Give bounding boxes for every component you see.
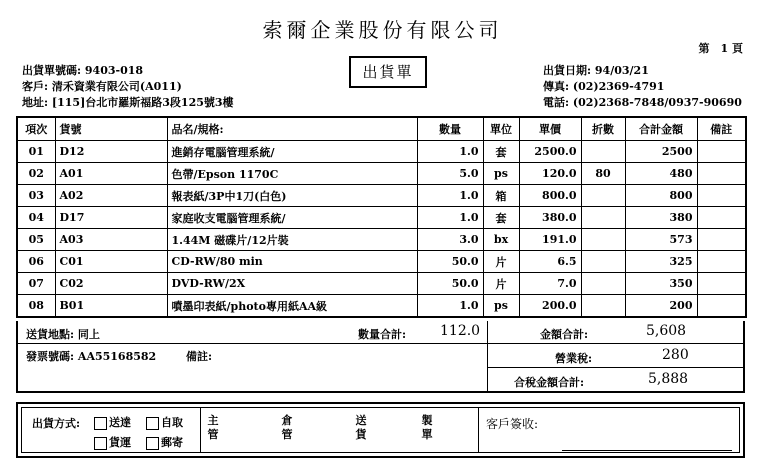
table-cell: 噴墨印表紙/photo專用紙AA級 — [167, 295, 417, 318]
table-cell: 08 — [17, 295, 55, 318]
tax-value: 280 — [662, 347, 689, 363]
sign-manager: 主管 — [207, 414, 219, 441]
table-cell: 325 — [625, 251, 697, 273]
ship-address: 送貨地點: 同上 — [26, 328, 100, 341]
table-cell: 家庭收支電腦管理系統/ — [167, 207, 417, 229]
table-cell — [581, 251, 625, 273]
table-cell: 色帶/Epson 1170C — [167, 163, 417, 185]
ship-date: 出貨日期: 94/03/21 — [543, 64, 649, 77]
table-cell — [697, 273, 746, 295]
table-cell: 191.0 — [519, 229, 581, 251]
phone: 電話: (02)2368-7848/0937-90690 — [543, 96, 742, 109]
table-cell — [697, 251, 746, 273]
table-cell: 1.0 — [417, 141, 483, 163]
table-cell: 01 — [17, 141, 55, 163]
amount-total-label: 金額合計: — [540, 328, 589, 341]
document-title: 出貨單 — [349, 56, 427, 88]
table-cell: DVD-RW/2X — [167, 273, 417, 295]
table-cell — [697, 207, 746, 229]
table-cell — [697, 163, 746, 185]
table-cell: D12 — [55, 141, 167, 163]
summary-area — [16, 321, 745, 393]
signature-area — [16, 402, 745, 458]
table-cell: CD-RW/80 min — [167, 251, 417, 273]
remark-label: 備註: — [186, 350, 213, 363]
table-row — [17, 207, 746, 229]
table-cell: C01 — [55, 251, 167, 273]
table-cell: 片 — [483, 273, 519, 295]
option-freight[interactable]: 貨運 — [94, 434, 131, 450]
sign-preparer: 製單 — [421, 414, 433, 441]
customer-sign-label: 客戶簽收: — [486, 417, 539, 431]
signature-line — [562, 450, 732, 451]
table-cell — [697, 229, 746, 251]
fax: 傳真: (02)2369-4791 — [543, 80, 665, 93]
items-table — [16, 116, 747, 318]
table-cell — [581, 141, 625, 163]
table-cell: 報表紙/3P中1刀(白色) — [167, 185, 417, 207]
table-cell: 1.0 — [417, 185, 483, 207]
table-cell: 片 — [483, 251, 519, 273]
customer: 客戶: 清禾資業有限公司(A011) — [22, 80, 182, 93]
table-cell: 02 — [17, 163, 55, 185]
table-cell: 200.0 — [519, 295, 581, 318]
table-cell: 120.0 — [519, 163, 581, 185]
table-cell: 7.0 — [519, 273, 581, 295]
col-header: 備註 — [697, 117, 746, 141]
table-cell: 套 — [483, 207, 519, 229]
table-row — [17, 163, 746, 185]
table-cell: 箱 — [483, 185, 519, 207]
table-header-row — [17, 117, 746, 141]
company-name: 索爾企業股份有限公司 — [262, 18, 503, 42]
table-cell: 380.0 — [519, 207, 581, 229]
table-cell: 1.0 — [417, 295, 483, 318]
table-row — [17, 295, 746, 318]
col-header: 單價 — [519, 117, 581, 141]
table-cell: A01 — [55, 163, 167, 185]
order-number: 出貨單號碼: 9403-018 — [22, 64, 144, 77]
table-cell — [697, 141, 746, 163]
checkbox-icon — [94, 437, 107, 450]
table-cell: 5.0 — [417, 163, 483, 185]
col-header: 貨號 — [55, 117, 167, 141]
table-cell — [581, 295, 625, 318]
table-cell — [697, 185, 746, 207]
table-cell: 06 — [17, 251, 55, 273]
grand-total-label: 合稅金額合計: — [514, 376, 585, 389]
col-header: 折數 — [581, 117, 625, 141]
option-deliver[interactable]: 送達 — [94, 414, 131, 430]
qty-total-label: 數量合計: — [358, 328, 407, 341]
col-header: 合計金額 — [625, 117, 697, 141]
table-cell — [581, 207, 625, 229]
table-cell: 380 — [625, 207, 697, 229]
table-cell: 50.0 — [417, 251, 483, 273]
table-cell: A03 — [55, 229, 167, 251]
amount-total-value: 5,608 — [646, 323, 687, 339]
table-row — [17, 141, 746, 163]
table-cell: 6.5 — [519, 251, 581, 273]
table-cell: 3.0 — [417, 229, 483, 251]
table-cell: A02 — [55, 185, 167, 207]
tax-label: 營業稅: — [555, 352, 593, 365]
invoice-number: 發票號碼: AA55168582 — [26, 350, 157, 363]
table-cell: 2500.0 — [519, 141, 581, 163]
table-cell: 進銷存電腦管理系統/ — [167, 141, 417, 163]
sign-warehouse: 倉管 — [281, 414, 293, 441]
table-cell: 573 — [625, 229, 697, 251]
page-number: 第 1 頁 — [698, 42, 743, 55]
table-cell: ps — [483, 295, 519, 318]
table-cell: 1.44M 磁碟片/12片裝 — [167, 229, 417, 251]
sign-delivery: 送貨 — [355, 414, 367, 441]
col-header: 品名/規格: — [167, 117, 417, 141]
table-cell: 800.0 — [519, 185, 581, 207]
address: 地址: [115]台北市羅斯福路3段125號3樓 — [22, 96, 234, 109]
table-cell — [581, 229, 625, 251]
table-cell: 套 — [483, 141, 519, 163]
table-cell: 07 — [17, 273, 55, 295]
table-row — [17, 251, 746, 273]
table-cell — [581, 185, 625, 207]
option-mail[interactable]: 郵寄 — [146, 434, 183, 450]
table-cell: 800 — [625, 185, 697, 207]
table-row — [17, 273, 746, 295]
table-row — [17, 185, 746, 207]
table-cell — [697, 295, 746, 318]
checkbox-icon — [94, 417, 107, 430]
table-cell: C02 — [55, 273, 167, 295]
table-cell: 50.0 — [417, 273, 483, 295]
table-row — [17, 229, 746, 251]
table-cell: 03 — [17, 185, 55, 207]
table-cell: 1.0 — [417, 207, 483, 229]
table-cell: ps — [483, 163, 519, 185]
table-cell: B01 — [55, 295, 167, 318]
table-cell: bx — [483, 229, 519, 251]
table-cell: 80 — [581, 163, 625, 185]
table-cell: 05 — [17, 229, 55, 251]
col-header: 數量 — [417, 117, 483, 141]
table-cell: 350 — [625, 273, 697, 295]
table-cell: 04 — [17, 207, 55, 229]
table-cell — [581, 273, 625, 295]
col-header: 項次 — [17, 117, 55, 141]
table-cell: 200 — [625, 295, 697, 318]
qty-total-value: 112.0 — [440, 323, 481, 339]
ship-method-label: 出貨方式: — [32, 417, 81, 430]
table-cell: 2500 — [625, 141, 697, 163]
grand-total-value: 5,888 — [648, 371, 689, 387]
option-pickup[interactable]: 自取 — [146, 414, 183, 430]
checkbox-icon — [146, 417, 159, 430]
table-cell: D17 — [55, 207, 167, 229]
table-cell: 480 — [625, 163, 697, 185]
col-header: 單位 — [483, 117, 519, 141]
checkbox-icon — [146, 437, 159, 450]
